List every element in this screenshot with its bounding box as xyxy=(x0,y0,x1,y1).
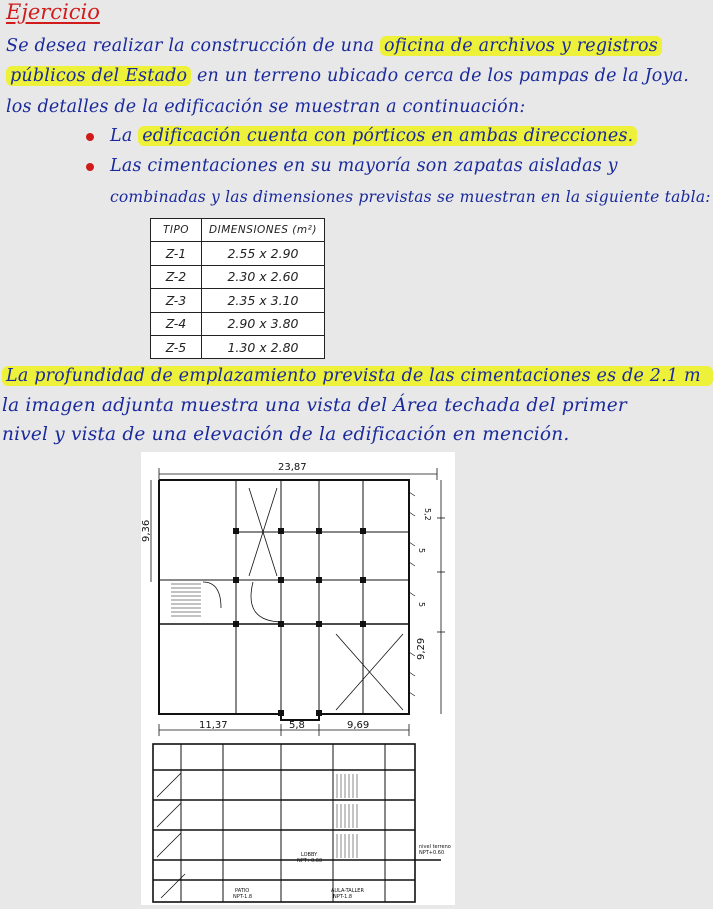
elev-patio: PATIO xyxy=(235,888,250,894)
footing-dimensions-table xyxy=(150,218,325,359)
bullet-line-1-highlight: edificación cuenta con pórticos en ambas direcciones. xyxy=(138,126,637,146)
table-cell-tipo: Z-4 xyxy=(151,312,202,335)
elev-nivel-label: nivel terreno xyxy=(419,844,451,850)
table-row xyxy=(151,242,325,265)
table-row xyxy=(151,312,325,335)
bullet-dot-2 xyxy=(86,163,94,171)
depth-line-3: nivel y vista de una elevación de la edificación en mención. xyxy=(2,424,570,445)
elev-aula-npt: NPT-1.8 xyxy=(333,894,353,900)
table-cell-dim: 2.90 x 3.80 xyxy=(202,312,325,335)
dim-right-1: 5,2 xyxy=(423,508,432,521)
table-cell-dim: 2.30 x 2.60 xyxy=(202,265,325,288)
drawing-svg xyxy=(141,452,455,905)
table-row xyxy=(151,289,325,312)
intro-line-2 xyxy=(6,66,689,86)
dim-right-4: 9,29 xyxy=(416,637,427,660)
bullet-dot-1 xyxy=(86,133,94,141)
table-row xyxy=(151,335,325,358)
depth-line-1-highlight: La profundidad de emplazamiento prevista de las cimentaciones es de 2.1 m xyxy=(2,366,713,386)
dim-bottom-2: 5,8 xyxy=(289,720,305,731)
dim-bottom-3: 9,69 xyxy=(347,720,370,731)
dim-top-label: 23,87 xyxy=(278,462,307,473)
dim-bottom-1: 11,37 xyxy=(199,720,228,731)
bullet-line-1 xyxy=(110,126,637,146)
dim-left-label: 9,36 xyxy=(141,519,152,542)
table-cell-dim: 1.30 x 2.80 xyxy=(202,335,325,358)
dim-right-2: 5 xyxy=(417,548,426,554)
table-row xyxy=(151,265,325,288)
table-cell-tipo: Z-2 xyxy=(151,265,202,288)
table-header-tipo: TIPO xyxy=(151,219,202,242)
dim-right-3: 5 xyxy=(417,602,426,608)
table-cell-tipo: Z-3 xyxy=(151,289,202,312)
table-cell-tipo: Z-1 xyxy=(151,242,202,265)
elev-aula: AULA-TALLER xyxy=(331,888,364,894)
intro-line-1-highlight: oficina de archivos y registros xyxy=(380,36,662,56)
bullet-line-3: combinadas y las dimensiones previstas se muestran en la siguiente tabla: xyxy=(110,188,711,206)
intro-line-2-highlight: públicos del Estado xyxy=(6,66,191,86)
intro-line-1 xyxy=(6,36,662,56)
exercise-title: Ejercicio xyxy=(6,0,100,24)
intro-line-1-text: Se desea realizar la construcción de una xyxy=(6,36,375,56)
elev-lobby-npt: NPT+0.60 xyxy=(297,858,323,864)
bullet-line-2: Las cimentaciones en su mayoría son zapatas aisladas y xyxy=(110,156,618,176)
table-cell-dim: 2.55 x 2.90 xyxy=(202,242,325,265)
architectural-drawing xyxy=(141,452,455,905)
elev-npt-right: NPT+0.60 xyxy=(419,850,445,856)
depth-line-1 xyxy=(2,366,713,386)
table-cell-tipo: Z-5 xyxy=(151,335,202,358)
depth-line-2: la imagen adjunta muestra una vista del Área techada del primer xyxy=(2,395,627,416)
elev-lobby: LOBBY xyxy=(301,852,318,858)
elev-patio-npt: NPT-1.8 xyxy=(233,894,253,900)
table-cell-dim: 2.35 x 3.10 xyxy=(202,289,325,312)
intro-line-2-text: en un terreno ubicado cerca de los pampas de la Joya. xyxy=(197,66,690,86)
bullet-line-1-text: La xyxy=(110,126,133,146)
intro-line-3: los detalles de la edificación se muestran a continuación: xyxy=(6,97,526,117)
table-header-dimensiones: DIMENSIONES (m²) xyxy=(202,219,325,242)
